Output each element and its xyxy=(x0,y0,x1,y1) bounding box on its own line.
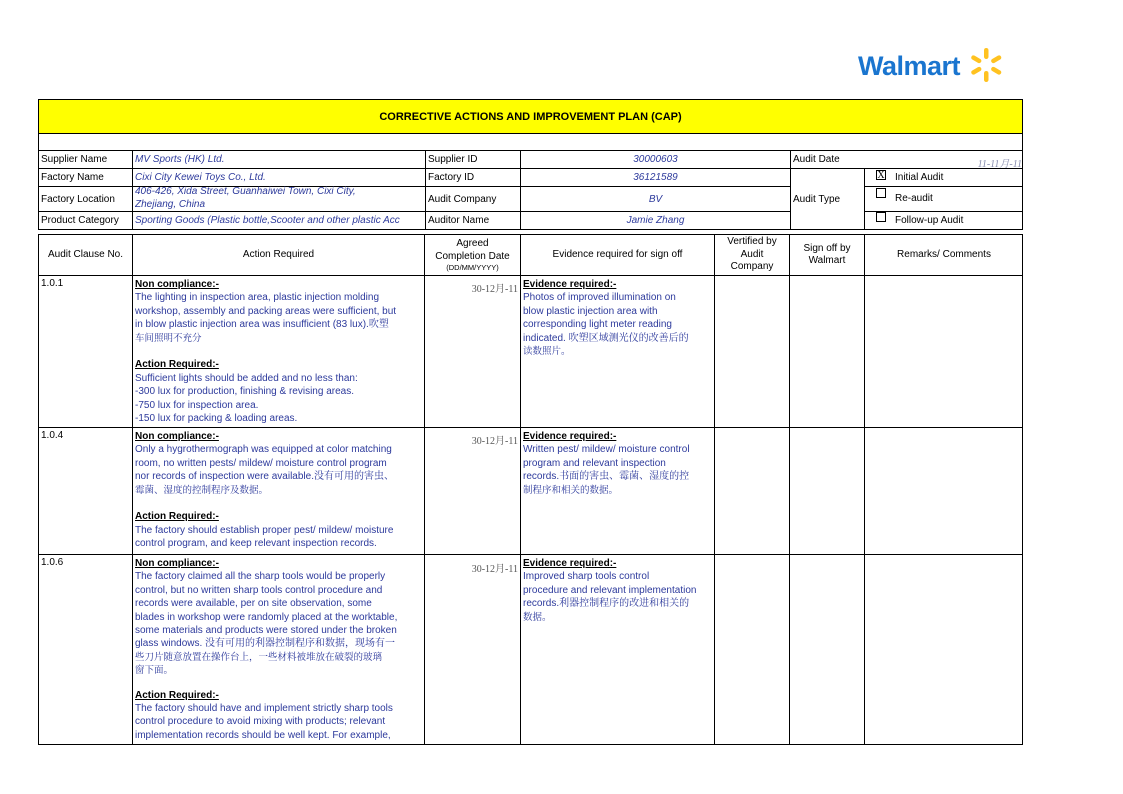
row-2-nc-line-3: nor records of inspection were available.没有可用的害虫、 xyxy=(135,471,394,483)
spark-icon xyxy=(968,47,1004,83)
row-2-ev-head: Evidence required:- xyxy=(523,431,617,442)
factory-name-label: Factory Name xyxy=(41,172,104,183)
row-2-nc-line-1: Only a hygrothermograph was equipped at color matching xyxy=(135,444,392,456)
row-3-action xyxy=(135,557,423,742)
supplier-name-value: MV Sports (HK) Ltd. xyxy=(135,154,225,165)
audit-date-label: Audit Date xyxy=(793,154,840,165)
audit-date-value: 11-11月-11 xyxy=(977,159,1022,170)
col-header-signoff xyxy=(790,235,864,275)
row-1-date: 30-12月-11 xyxy=(471,284,518,295)
row-3-ev-line-4: 数据。 xyxy=(523,611,552,623)
spacer-row xyxy=(38,133,1023,151)
audit-company-value: BV xyxy=(648,193,663,205)
row-2-ar-line-2: control program, and keep relevant inspection records. xyxy=(135,538,377,550)
row-2-clause: 1.0.4 xyxy=(41,430,64,441)
re-audit-checkbox[interactable] xyxy=(876,188,886,198)
factory-location-value xyxy=(135,186,423,211)
product-category-label: Product Category xyxy=(41,215,119,226)
row-3-clause: 1.0.6 xyxy=(41,557,64,568)
row-3-nc-line-6: glass windows. 没有可用的利器控制程序和数据，现场有一 xyxy=(135,638,396,650)
supplier-id-value: 30000603 xyxy=(633,154,678,165)
col-header-verified xyxy=(715,235,789,275)
row-2-ev-line-2: program and relevant inspection xyxy=(523,457,666,469)
product-category-value: Sporting Goods (Plastic bottle,Scooter and other plastic Acc xyxy=(135,215,400,226)
signoff-line-1: Sign off by xyxy=(803,242,851,254)
row-1-action xyxy=(135,278,423,425)
row-3-nc-line-2: control, but no written sharp tools control procedure and xyxy=(135,584,383,596)
audit-company-label: Audit Company xyxy=(428,193,497,205)
row-1-ar-line-4: -150 lux for packing & loading areas. xyxy=(135,413,298,425)
factory-location-label: Factory Location xyxy=(41,193,115,205)
row-2-date: 30-12月-11 xyxy=(471,436,518,447)
row-3-nc-line-1: The factory claimed all the sharp tools would be properly xyxy=(135,571,386,583)
supplier-name-label: Supplier Name xyxy=(41,154,108,165)
agreed-line-2: Completion Date xyxy=(435,250,510,262)
row-1-ar-line-1: Sufficient lights should be added and no less than: xyxy=(135,372,358,384)
row-3-ev-head: Evidence required:- xyxy=(523,558,617,569)
row-3-nc-line-5: some materials and products were stored under the broken xyxy=(135,625,397,637)
col-header-action: Action Required xyxy=(242,248,315,260)
verified-line-3: Company xyxy=(730,261,774,273)
col-header-remarks: Remarks/ Comments xyxy=(897,248,991,260)
verified-line-1: Vertified by xyxy=(727,236,777,248)
row-1-nc-line-4: 车间照明不充分 xyxy=(135,332,202,344)
row-2-nc-line-4: 霉菌、湿度的控制程序及数据。 xyxy=(135,484,269,496)
col-header-clause: Audit Clause No. xyxy=(47,248,124,260)
row-3-ev-line-1: Improved sharp tools control xyxy=(523,571,650,583)
row-1-ev-head: Evidence required:- xyxy=(523,279,617,290)
row-3-ar-line-2: control procedure to avoid mixing with products; relevant xyxy=(135,716,386,728)
factory-id-value: 36121589 xyxy=(633,172,678,183)
row-1-clause: 1.0.1 xyxy=(41,278,64,289)
row-1-evidence xyxy=(523,278,713,358)
row-3-ev-line-2: procedure and relevant implementation xyxy=(523,584,697,596)
row-2-ar-head: Action Required:- xyxy=(135,511,219,523)
row-2-ar-line-1: The factory should establish proper pest/ mildew/ moisture xyxy=(135,524,394,536)
row-1-ar-line-3: -750 lux for inspection area. xyxy=(135,399,259,411)
row-3-ev-line-3: records.利器控制程序的改进和相关的 xyxy=(523,598,690,610)
row-1-nc-line-2: workshop, assembly and packing areas were sufficient, but xyxy=(135,305,397,317)
signoff-line-2: Walmart xyxy=(808,255,846,266)
row-3-nc-head: Non compliance:- xyxy=(135,558,219,569)
row-2-evidence xyxy=(523,430,713,497)
re-audit-label: Re-audit xyxy=(895,192,933,204)
walmart-logo xyxy=(858,47,1008,87)
row-3-nc-line-3: records were available, per on site observation, some xyxy=(135,598,372,610)
row-3-ar-line-3: implementation records should be well kept. For example, xyxy=(135,729,391,741)
row-2-ev-line-4: 制程序和相关的数据。 xyxy=(523,484,619,496)
factory-id-label: Factory ID xyxy=(428,172,475,183)
audit-type-label: Audit Type xyxy=(793,193,841,205)
factory-location-line-1: 406-426, Xida Street, Guanhaiwei Town, Cixi City, xyxy=(135,186,356,197)
agreed-line-1: Agreed xyxy=(456,238,489,249)
col-header-evidence: Evidence required for sign off xyxy=(552,248,683,260)
row-3-nc-line-4: blades in workshop were randomly placed at the worktable, xyxy=(135,611,398,623)
initial-audit-label: Initial Audit xyxy=(895,171,944,183)
supplier-id-label: Supplier ID xyxy=(428,154,478,165)
row-1-nc-line-1: The lighting in inspection area, plastic injection molding xyxy=(135,292,380,304)
row-3-date: 30-12月-11 xyxy=(471,564,518,575)
page-title: CORRECTIVE ACTIONS AND IMPROVEMENT PLAN (CAP) xyxy=(38,99,1023,134)
row-1-ev-line-4: indicated. 吹塑区域测光仪的改善后的 xyxy=(523,332,689,344)
follow-up-audit-checkbox[interactable] xyxy=(876,212,886,222)
row-3-ar-head: Action Required:- xyxy=(135,689,219,701)
row-1-ev-line-1: Photos of improved illumination on xyxy=(523,292,676,304)
auditor-name-value: Jamie Zhang xyxy=(626,215,685,226)
row-1-ar-line-2: -300 lux for production, finishing & revising areas. xyxy=(135,386,355,398)
verified-line-2: Audit xyxy=(740,248,764,260)
col-header-agreed-date xyxy=(425,235,520,275)
row-3-evidence xyxy=(523,557,713,624)
factory-location-line-2: Zhejiang, China xyxy=(135,198,206,210)
logo-text: Walmart xyxy=(858,51,961,81)
auditor-name-label: Auditor Name xyxy=(428,215,490,226)
row-2-nc-line-2: room, no written pests/ mildew/ moisture control program xyxy=(135,457,387,469)
factory-name-value: Cixi City Kewei Toys Co., Ltd. xyxy=(135,172,266,183)
row-3-nc-line-8: 窗下面。 xyxy=(135,665,174,677)
row-2-action xyxy=(135,430,423,551)
row-2-nc-head: Non compliance:- xyxy=(135,431,219,442)
row-3-nc-line-7: 些刀片随意放置在操作台上，一些材料被堆放在破裂的玻璃 xyxy=(135,651,383,663)
row-3-ar-line-1: The factory should have and implement strictly sharp tools xyxy=(135,703,393,715)
row-2-ev-line-1: Written pest/ mildew/ moisture control xyxy=(523,444,690,456)
initial-audit-checkbox[interactable]: X xyxy=(877,170,885,181)
agreed-line-3: (DD/MM/YYYY) xyxy=(446,263,499,272)
row-1-ev-line-5: 读数照片。 xyxy=(523,346,571,358)
row-2-ev-line-3: records.书面的害虫、霉菌、湿度的控 xyxy=(523,471,690,483)
row-1-nc-line-3: in blow plastic injection area was insufficient (83 lux).吹塑 xyxy=(135,319,389,331)
row-1-ar-head: Action Required:- xyxy=(135,359,219,371)
follow-up-audit-label: Follow-up Audit xyxy=(895,214,964,226)
row-1-ev-line-3: corresponding light meter reading xyxy=(523,319,672,331)
row-1-ev-line-2: blow plastic injection area with xyxy=(523,305,658,317)
row-1-nc-head: Non compliance:- xyxy=(135,279,219,290)
